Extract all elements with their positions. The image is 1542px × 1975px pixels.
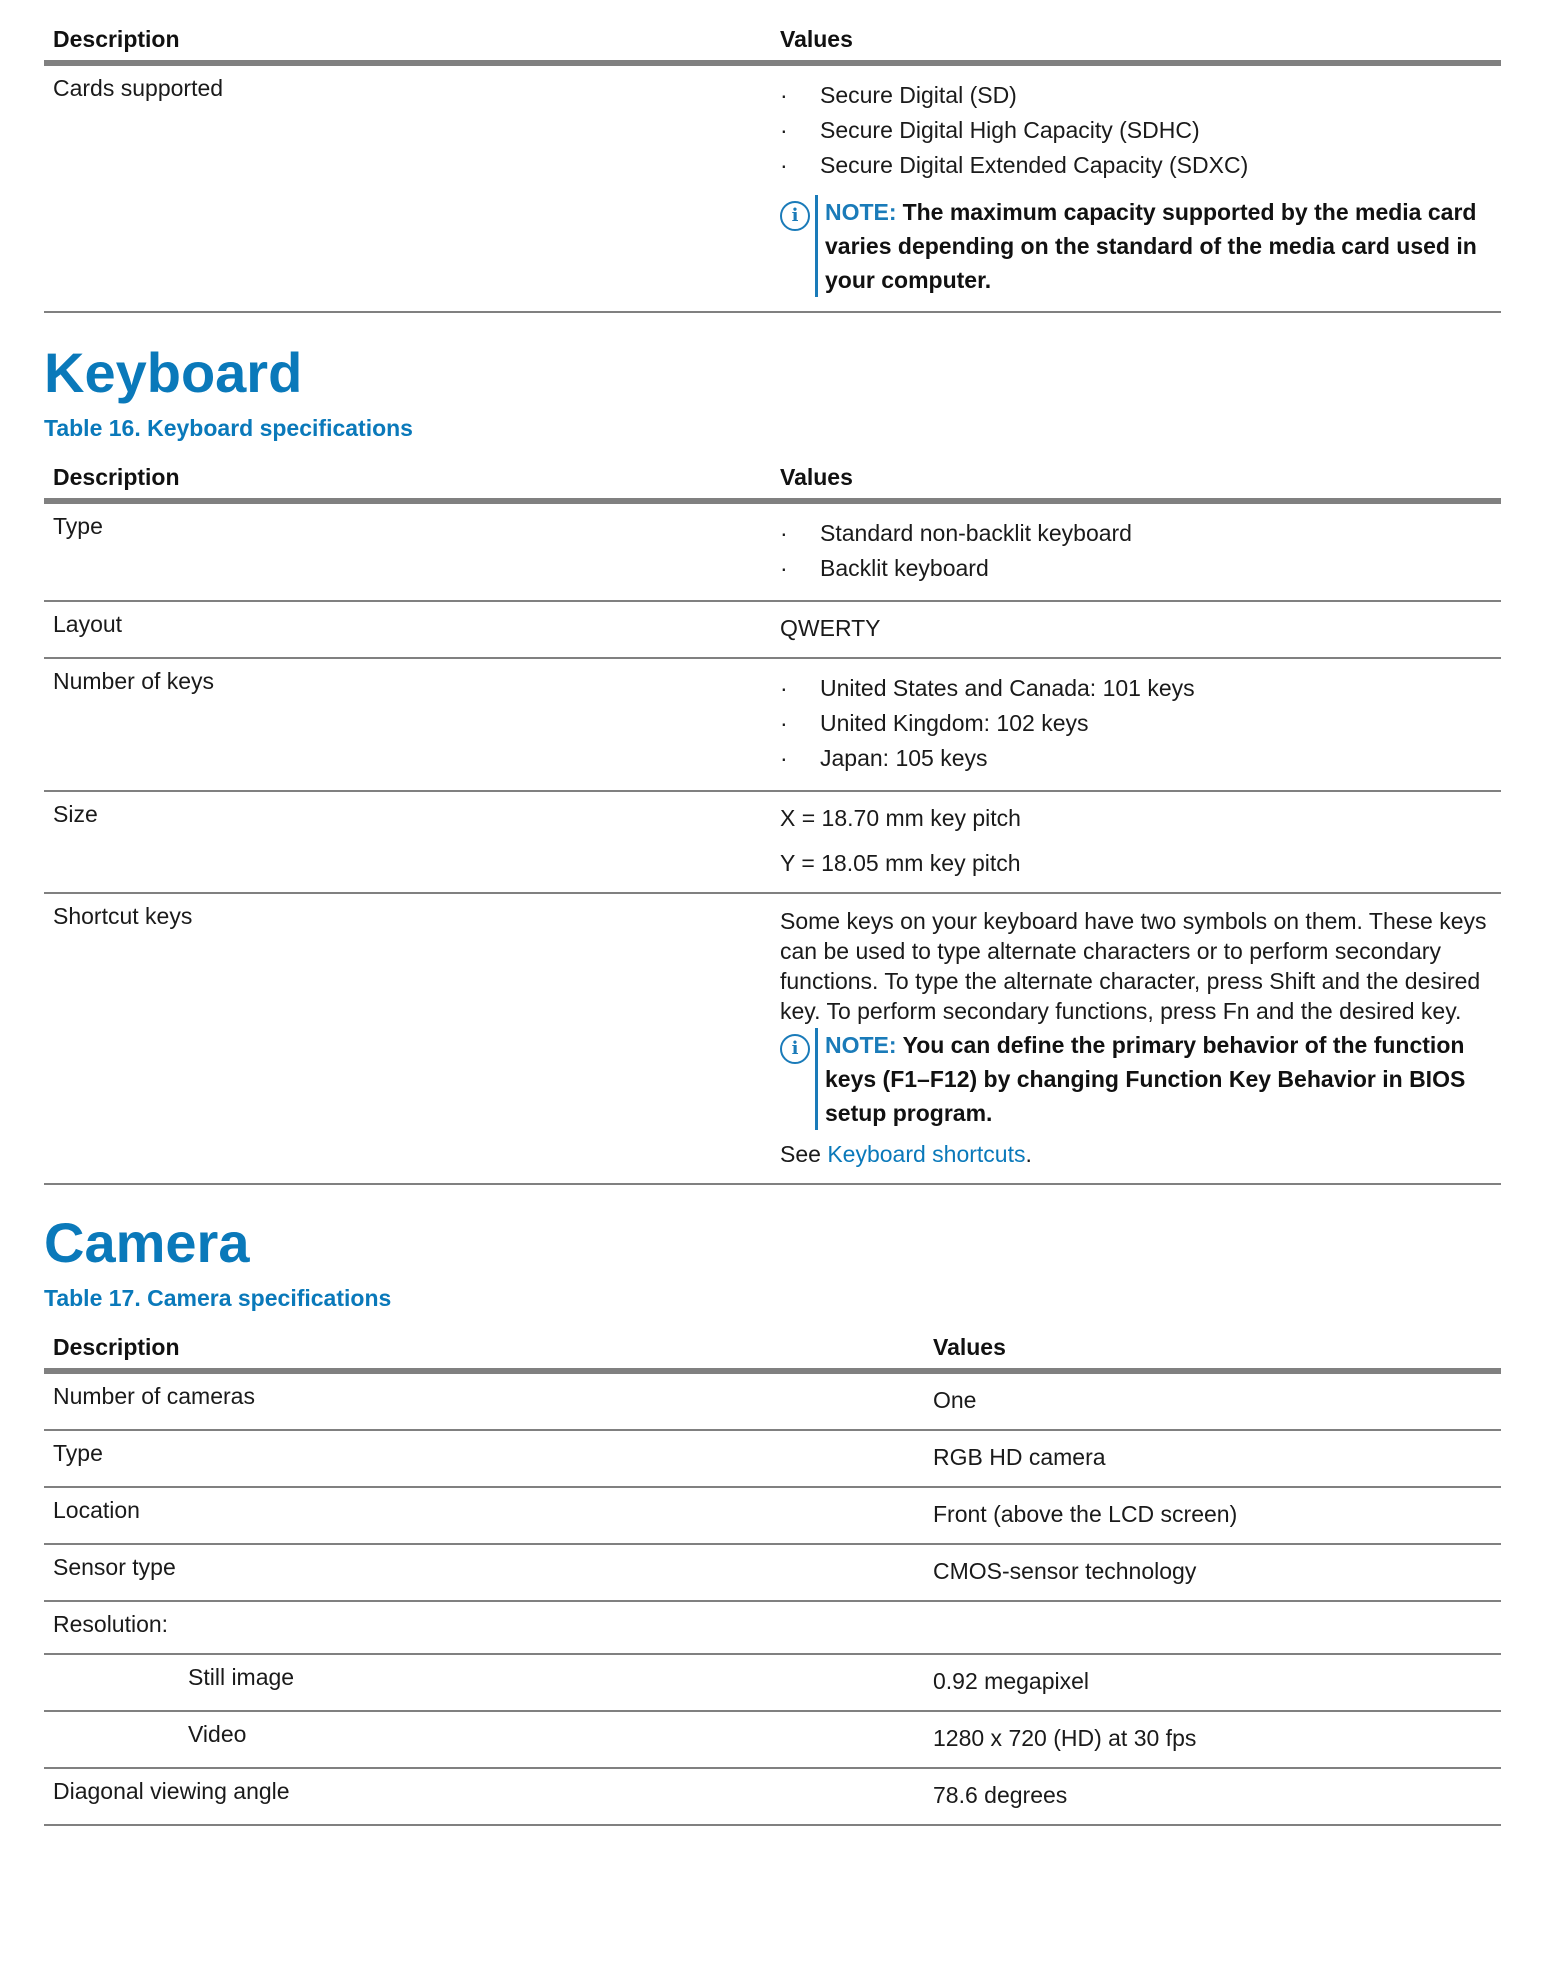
note-body — [815, 195, 1492, 297]
table-row — [44, 893, 1501, 1184]
row-label: Number of keys — [44, 658, 771, 791]
row-label: Type — [44, 501, 771, 601]
table-row — [44, 791, 1501, 893]
size-x: X = 18.70 mm key pitch — [780, 805, 1021, 831]
note-label: NOTE: — [825, 199, 897, 225]
row-label: Cards supported — [44, 63, 771, 312]
list-item: · Japan: 105 keys — [780, 741, 1492, 776]
column-header-values: Values — [924, 1308, 1501, 1371]
bullet-list — [780, 78, 1492, 183]
row-value: 1280 x 720 (HD) at 30 fps — [924, 1711, 1501, 1768]
row-value — [771, 63, 1501, 312]
row-value: One — [924, 1371, 1501, 1430]
list-item: · Secure Digital Extended Capacity (SDXC) — [780, 148, 1492, 183]
table-row — [44, 1768, 1501, 1825]
row-value: CMOS-sensor technology — [924, 1544, 1501, 1601]
note-text: The maximum capacity supported by the media card varies depending on the standard of the media card used in your computer. — [825, 199, 1477, 293]
row-label: Layout — [44, 601, 771, 658]
keyboard-heading: Keyboard — [44, 341, 303, 404]
list-item: · Backlit keyboard — [780, 551, 1492, 586]
note-body — [815, 1028, 1492, 1130]
see-also — [780, 1140, 1492, 1169]
document-page — [44, 0, 1501, 1826]
row-value — [771, 893, 1501, 1184]
table-row — [44, 63, 1501, 312]
row-label: Location — [44, 1487, 924, 1544]
row-value — [924, 1601, 1501, 1654]
row-value: 78.6 degrees — [924, 1768, 1501, 1825]
note-callout — [780, 195, 1492, 297]
column-header-description: Description — [44, 1308, 924, 1371]
row-value: RGB HD camera — [924, 1430, 1501, 1487]
table-row — [44, 1544, 1501, 1601]
note-callout — [780, 1028, 1492, 1130]
table-row — [44, 1711, 1501, 1768]
column-header-description: Description — [44, 0, 771, 63]
row-value — [771, 501, 1501, 601]
column-header-description: Description — [44, 438, 771, 501]
camera-table-caption: Table 17. Camera specifications — [44, 1285, 392, 1311]
see-prefix: See — [780, 1141, 828, 1167]
row-label: Resolution: — [44, 1601, 924, 1654]
column-header-values: Values — [771, 0, 1501, 63]
table-row — [44, 501, 1501, 601]
table-row — [44, 601, 1501, 658]
row-label: Sensor type — [44, 1544, 924, 1601]
row-label: Type — [44, 1430, 924, 1487]
table-row — [44, 1371, 1501, 1430]
list-item: · Secure Digital (SD) — [780, 78, 1492, 113]
keyboard-shortcuts-link[interactable]: Keyboard shortcuts — [827, 1141, 1026, 1167]
row-label: Shortcut keys — [44, 893, 771, 1184]
row-label: Size — [44, 791, 771, 893]
table-header-row — [44, 438, 1501, 501]
table-header-row — [44, 1308, 1501, 1371]
table-row — [44, 1430, 1501, 1487]
table-row — [44, 1654, 1501, 1711]
camera-heading: Camera — [44, 1211, 250, 1274]
row-value: QWERTY — [771, 601, 1501, 658]
list-item: · Secure Digital High Capacity (SDHC) — [780, 113, 1492, 148]
table-row — [44, 658, 1501, 791]
info-icon: i — [780, 1034, 810, 1064]
row-value: Front (above the LCD screen) — [924, 1487, 1501, 1544]
row-label: Still image — [44, 1654, 924, 1711]
list-item: · Standard non-backlit keyboard — [780, 516, 1492, 551]
table-header-row — [44, 0, 1501, 63]
row-value — [771, 791, 1501, 893]
keyboard-table-caption: Table 16. Keyboard specifications — [44, 415, 413, 441]
row-label: Diagonal viewing angle — [44, 1768, 924, 1825]
camera-table — [44, 1308, 1501, 1826]
keyboard-table — [44, 438, 1501, 1185]
size-y: Y = 18.05 mm key pitch — [780, 850, 1021, 876]
note-text: You can define the primary behavior of the function keys (F1–F12) by changing Function Key Behavior in BIOS setup program. — [825, 1032, 1466, 1126]
row-label: Number of cameras — [44, 1371, 924, 1430]
row-value: 0.92 megapixel — [924, 1654, 1501, 1711]
row-label: Video — [44, 1711, 924, 1768]
note-label: NOTE: — [825, 1032, 897, 1058]
table-row — [44, 1487, 1501, 1544]
see-suffix: . — [1025, 1141, 1032, 1167]
column-header-values: Values — [771, 438, 1501, 501]
card-reader-table — [44, 0, 1501, 313]
list-item: · United Kingdom: 102 keys — [780, 706, 1492, 741]
table-row — [44, 1601, 1501, 1654]
list-item: · United States and Canada: 101 keys — [780, 671, 1492, 706]
bullet-list — [780, 671, 1492, 776]
bullet-list — [780, 516, 1492, 586]
row-value — [771, 658, 1501, 791]
shortcut-description: Some keys on your keyboard have two symbols on them. These keys can be used to type alternate characters or to perform secondary functions. To type the alternate character, press Shift and the desired key. To perform secondary functions, press Fn and the desired key. — [780, 908, 1487, 1024]
info-icon: i — [780, 201, 810, 231]
